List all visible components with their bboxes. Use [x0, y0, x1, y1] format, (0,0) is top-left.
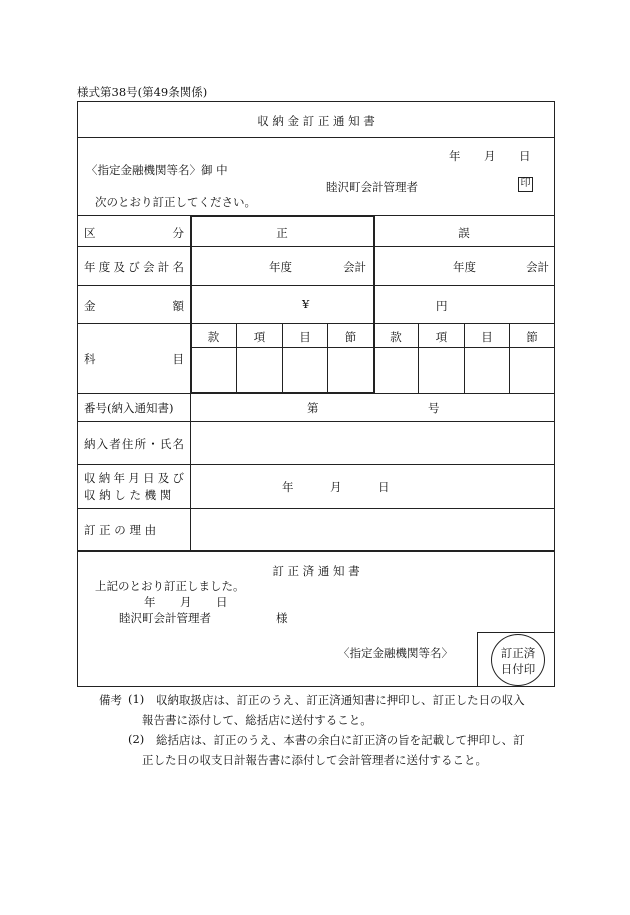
- wrong-kan: 款: [390, 330, 402, 344]
- correct-year-label: 年度: [269, 260, 292, 274]
- stamp-line2: 日付印: [500, 662, 536, 676]
- stamp-line1: 訂正済: [500, 646, 536, 660]
- note1-number: (1): [128, 692, 145, 706]
- receipt-label-line1: 収納年月日及び: [84, 471, 184, 485]
- row-line-amount: [77, 323, 555, 324]
- correct-box-top: [190, 215, 375, 217]
- completion-month: 月: [180, 595, 192, 609]
- correct-kou: 項: [253, 330, 266, 344]
- wrong-year-label: 年度: [453, 260, 476, 274]
- row-line-reason: [77, 550, 555, 552]
- yen-symbol: ¥: [302, 297, 310, 311]
- note2-line2: 正した日の収支日計報告書に添付して会計管理者に送付すること。: [142, 753, 487, 767]
- correct-moku: 目: [299, 330, 311, 344]
- note2-line1: 総括店は、訂正のうえ、本書の余白に訂正済の旨を記載して押印し、訂: [156, 733, 525, 747]
- row-line-number: [77, 421, 555, 422]
- receipt-year: 年: [282, 480, 294, 494]
- amount-label: 金 額: [84, 299, 184, 313]
- row-line-title: [77, 137, 555, 138]
- yen-unit: 円: [436, 299, 448, 313]
- completion-day: 日: [216, 595, 228, 609]
- payer-label: 納入者住所・氏名: [84, 437, 184, 451]
- instruction-text: 次のとおり訂正してください。: [95, 195, 256, 209]
- outer-border-top: [77, 101, 555, 102]
- addressee: 〈指定金融機関等名〉御 中: [86, 163, 228, 177]
- sender: 睦沢町会計管理者: [326, 180, 418, 194]
- header-date-year: 年: [449, 149, 461, 163]
- completion-text: 上記のとおり訂正しました。: [95, 579, 245, 593]
- wrong-header: 誤: [458, 226, 470, 240]
- number-suffix: 号: [428, 401, 440, 415]
- stamp-box-top: [477, 632, 555, 633]
- seal-mark: 印: [518, 177, 533, 192]
- completion-institution: 〈指定金融機関等名〉: [338, 646, 453, 660]
- wrong-moku: 目: [481, 330, 493, 344]
- note1-line2: 報告書に添付して、総括店に送付すること。: [142, 713, 372, 727]
- completion-title: 訂 正 済 通 知 書: [272, 564, 360, 578]
- correct-box-left: [190, 215, 192, 394]
- note1-line1: 収納取扱店は、訂正のうえ、訂正済通知書に押印し、訂正した日の収入: [156, 693, 525, 707]
- kubun-label: 区 分: [84, 226, 184, 240]
- row-line-kubun: [77, 246, 555, 247]
- wrong-setsu: 節: [526, 330, 538, 344]
- row-line-year: [77, 285, 555, 286]
- completion-recipient: 睦沢町会計管理者: [119, 611, 211, 625]
- correct-setsu: 節: [344, 330, 357, 344]
- row-line-payer: [77, 464, 555, 465]
- header-date-day: 日: [519, 149, 531, 163]
- outer-border-right: [554, 101, 555, 687]
- outer-border-left: [77, 101, 78, 687]
- correct-account-label: 会計: [343, 260, 366, 274]
- year-account-label: 年度及び会計名: [84, 260, 184, 274]
- outer-border-bottom: [77, 686, 555, 687]
- note2-number: (2): [128, 732, 145, 746]
- form-title: 収 納 金 訂 正 通 知 書: [257, 114, 375, 128]
- completion-honorific: 様: [276, 611, 288, 625]
- number-prefix: 第: [307, 401, 319, 415]
- correct-box-right: [373, 215, 375, 394]
- reason-label: 訂 正 の 理 由: [84, 523, 157, 537]
- receipt-label-line2: 収 納 し た 機 関: [84, 488, 172, 502]
- form-number: 様式第38号(第49条関係): [77, 85, 208, 99]
- row-line-receipt: [77, 508, 555, 509]
- correct-box-bottom: [190, 392, 375, 394]
- completion-year: 年: [144, 595, 156, 609]
- header-date-month: 月: [484, 149, 496, 163]
- stamp-box-left: [477, 632, 478, 687]
- wrong-account-label: 会計: [526, 260, 549, 274]
- number-label: 番号(納入通知書): [84, 401, 174, 415]
- correct-kan: 款: [207, 330, 220, 344]
- correct-header: 正: [276, 226, 288, 240]
- receipt-day: 日: [378, 480, 390, 494]
- receipt-month: 月: [330, 480, 342, 494]
- notes-label: 備考: [99, 693, 122, 707]
- wrong-kou: 項: [435, 330, 448, 344]
- subject-label: 科 目: [84, 352, 184, 366]
